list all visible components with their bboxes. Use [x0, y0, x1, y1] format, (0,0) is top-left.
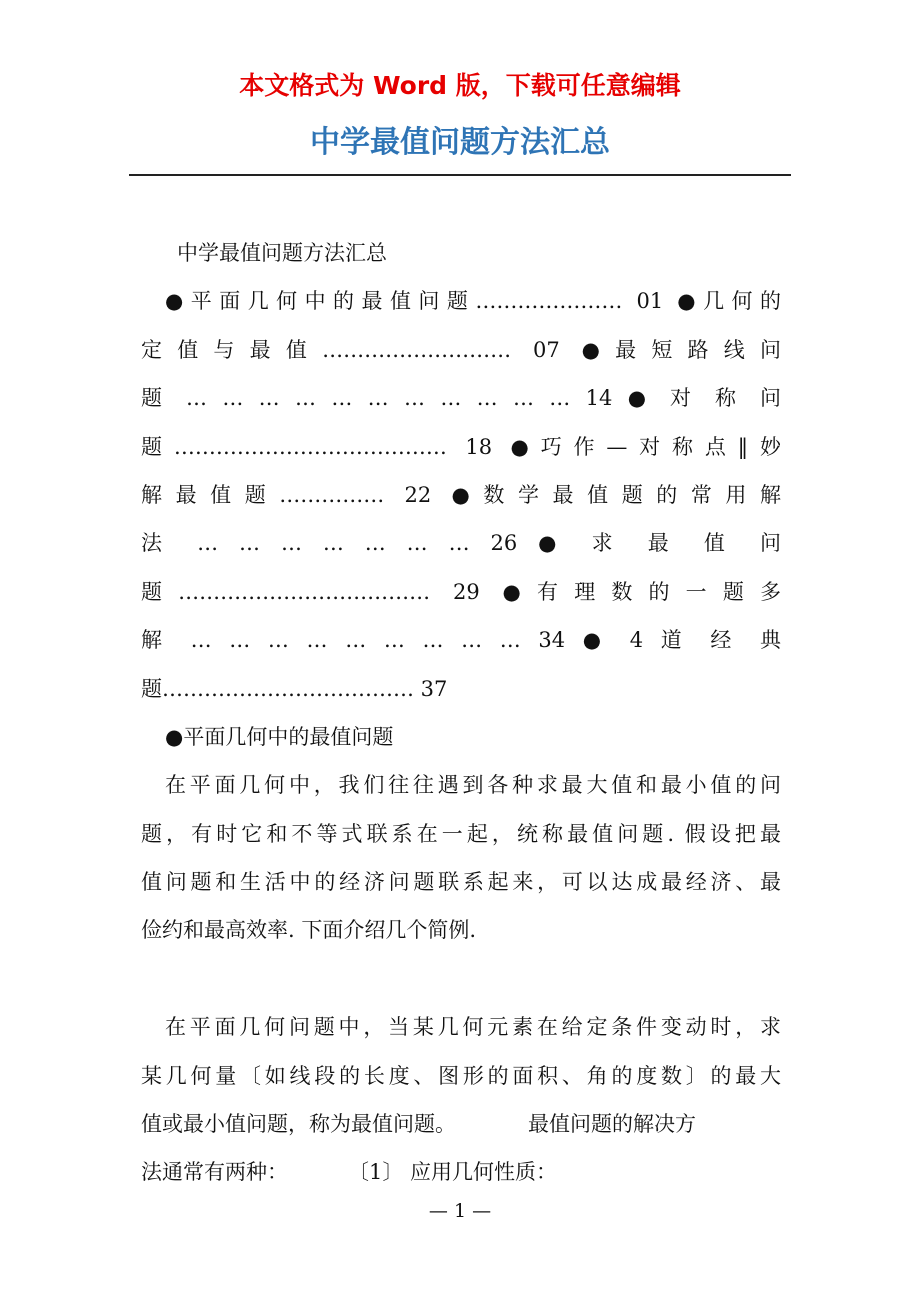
toc-line: 解最值题…………… 22 ●数学最值题的常用解 — [141, 482, 781, 507]
toc-line: 题 … … … … … … … … … … … 14 ● 对 称 问 — [141, 386, 781, 411]
page-number: — 1 — — [428, 1200, 492, 1222]
paragraph-line — [141, 1148, 781, 1196]
toc-line: ●平面几何中的最值问题………………… 01 ●几何的 — [165, 289, 781, 314]
paragraph — [141, 1003, 781, 1197]
paragraph-spacer — [141, 955, 781, 1003]
paragraph-text: 值或最小值问题，称为最值问题。 — [141, 1112, 456, 1137]
paragraph-line: 题，有时它和不等式联系在一起，统称最值问题. 假设把最 — [141, 821, 781, 846]
paragraph-line: 在平面几何中，我们往往遇到各种求最大值和最小值的问 — [165, 773, 781, 798]
paragraph — [141, 761, 781, 955]
toc-line: 解 … … … … … … … … … 34 ● 4 道 经 典 — [141, 628, 781, 653]
paragraph-line — [141, 1100, 781, 1148]
toc-line: 题……………………………… 29 ●有理数的一题多 — [141, 579, 781, 604]
toc-line: 法 … … … … … … … 26 ● 求 最 值 问 — [141, 531, 781, 556]
format-banner: 本文格式为 Word 版，下载可任意编辑 — [239, 71, 681, 100]
toc-line: 题……………………………… 37 — [141, 676, 448, 701]
document-body — [141, 229, 781, 1197]
paragraph-line: 在平面几何问题中，当某几何元素在给定条件变动时，求 — [165, 1015, 781, 1040]
title-divider — [129, 174, 791, 176]
paragraph-text: 〔1〕 应用几何性质： — [348, 1160, 558, 1185]
paragraph-line: 值问题和生活中的经济问题联系起来，可以达成最经济、最 — [141, 870, 781, 895]
paragraph-line: 某几何量〔如线段的长度、图形的面积、角的度数〕的最大 — [141, 1063, 781, 1088]
toc-heading: 中学最值问题方法汇总 — [177, 241, 387, 265]
toc-line: 定值与最值……………………… 07 ●最短路线问 — [141, 337, 781, 362]
toc-line: 题………………………………… 18 ●巧作—对称点‖妙 — [141, 434, 781, 459]
document-title: 中学最值问题方法汇总 — [310, 125, 610, 160]
section-heading: ●平面几何中的最值问题 — [165, 724, 394, 749]
paragraph-text: 最值问题的解决方 — [528, 1112, 696, 1137]
table-of-contents — [141, 277, 781, 713]
paragraph-line: 俭约和最高效率. 下面介绍几个简例. — [141, 918, 477, 943]
paragraph-text: 法通常有两种： — [141, 1160, 288, 1185]
